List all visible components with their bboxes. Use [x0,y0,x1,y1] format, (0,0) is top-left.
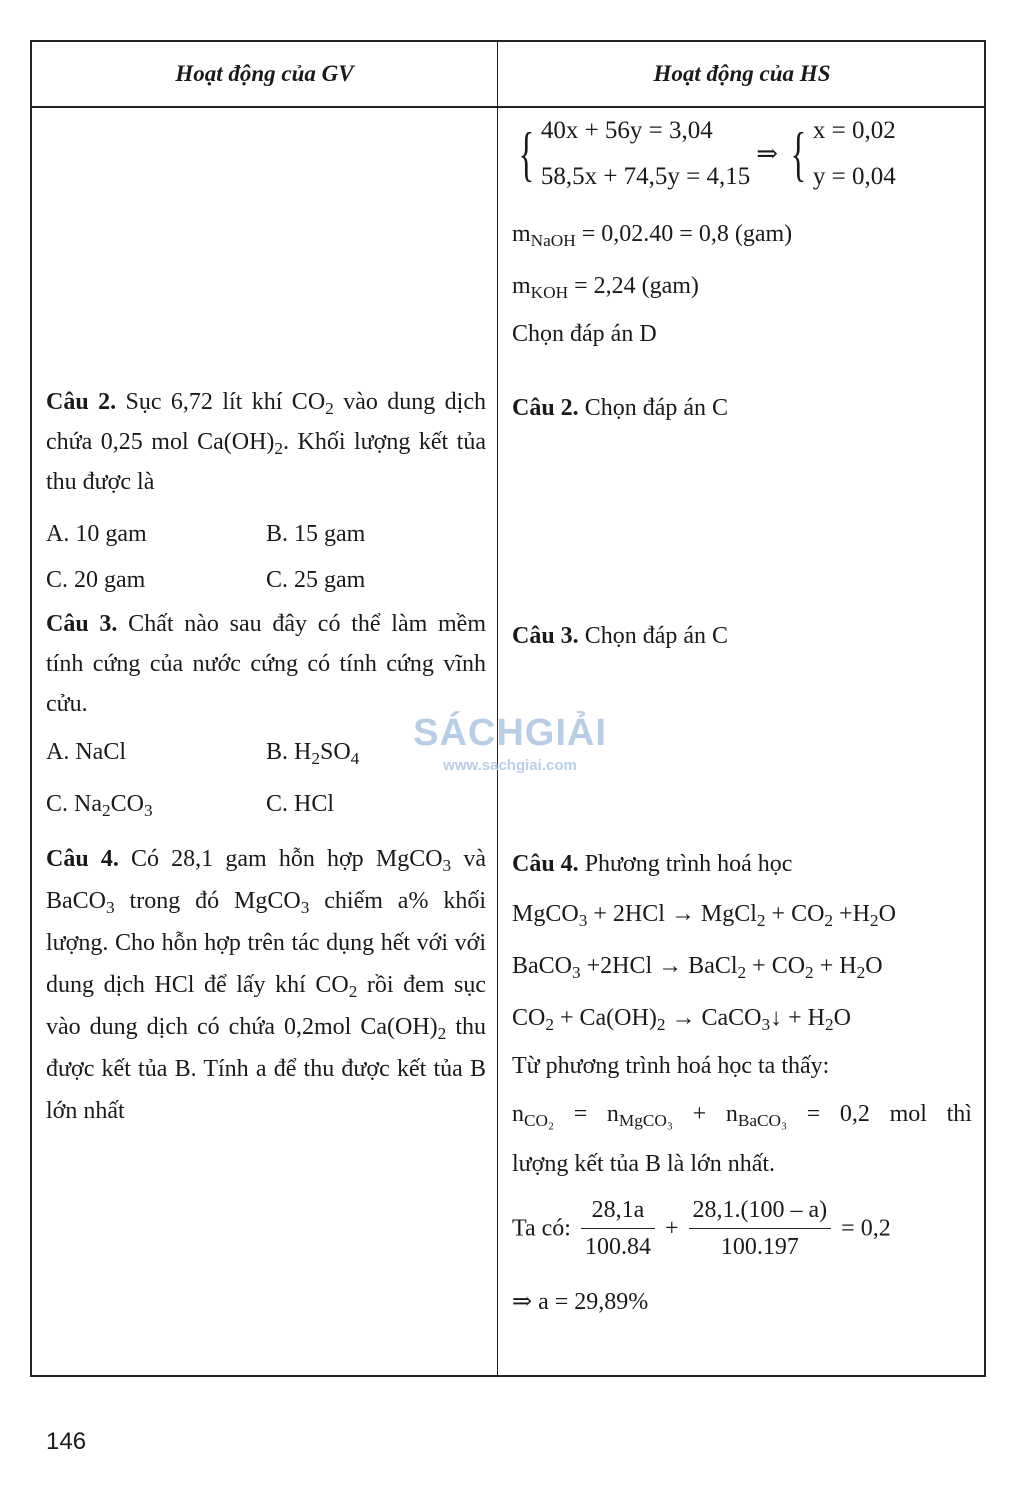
watermark-logo: SÁCHGIẢI www.sachgiai.com [413,712,607,774]
naoh-mass: $m_{NaOH} = 0,02.40 = 0,8$ (gam) [512,221,793,251]
option-d: C. HCl [266,791,335,817]
header-gv: Hoạt động của GV [175,61,354,86]
sol-x: x = 0,02 [812,117,896,144]
equation-system: { 40x + 56y = 3,04 58,5x + 74,5y = 4,15 ⇒ { x = 0,02 y = 0,04 [518,117,896,190]
question-4: Câu 4. Có 28,1 gam hỗn hợp MgCO$_3$ và BaCO$_3$ trong đó MgCO$_3$ chiếm a% khối lượng. Cho hỗn hợp trên tác dụng hết với với dung dịch HCl để lấy khí $CO_2$ rồi đem sục vào dung dịch có chứa 0,2mol $Ca(OH)_2$ thu được kết tủa B. Tính a để thu được kết tủa B lớn nhất [46,846,487,1124]
table-header-row [32,42,984,108]
fraction-2: $\frac{28,1.(100 - a)}{100.197}$ [689,1192,832,1265]
answer-q3: Câu 3. Chọn đáp án C [512,623,729,649]
lesson-table [30,40,986,1377]
implies-arrow: ⇒ [756,139,779,168]
option-c: C. $Na_2CO_3$ [46,791,153,821]
sys-eq-1: 40x + 56y = 3,04 [540,117,713,144]
answer-q4-note: Từ phương trình hoá học ta thấy: [512,1053,830,1079]
answer-q1: Chọn đáp án D [512,321,657,347]
answer-q4-title: Câu 4. Phương trình hoá học [512,851,793,877]
reaction-3: $CO_2 + Ca(OH)_2$ → CaCO$_3$↓ + $H_2O$ [512,1005,851,1035]
question-2-options-row1 [46,514,486,554]
header-hs: Hoạt động của HS [653,61,831,86]
option-d: C. 25 gam [266,567,366,593]
option-b: B. 15 gam [266,521,366,547]
page-number: 146 [46,1428,87,1455]
mole-relation: $n_{CO_2} = n_{MgCO_3} + n_{BaCO_3} = 0,2$ mol thì [512,1101,972,1131]
question-3-options-row2 [46,784,486,824]
question-3-options-row1 [46,732,486,772]
column-divider [497,42,498,1375]
answer-q2: Câu 2. Chọn đáp án C [512,395,729,421]
fraction-1: $\frac{28,1a}{100.84}$ [581,1192,655,1265]
reaction-1: MgCO$_3$ + 2HCl → MgCl$_2$ + $CO_2 +H_2O$ [512,901,896,931]
final-answer: ⇒ a = 29,89% [512,1289,649,1315]
question-2: Câu 2. Sục 6,72 lít khí $CO_2$ vào dung dịch chứa 0,25 mol $Ca(OH)_2$. Khối lượng kết tủa thu được là [46,389,486,495]
option-c: C. 20 gam [46,567,146,593]
sol-y: y = 0,04 [812,163,896,190]
option-a: A. 10 gam [46,521,147,547]
koh-mass: $m_{KOH} = 2,24$ (gam) [512,273,699,303]
sys-eq-2: 58,5x + 74,5y = 4,15 [540,163,751,190]
option-a: A. NaCl [46,739,126,765]
question-2-options-row2 [46,560,486,600]
answer-q4-result: lượng kết tủa B là lớn nhất. [512,1151,776,1177]
fraction-equation: Ta có: $\frac{28,1a}{100.84}$ + $\frac{28,1.(100 - a)}{100.197}$ = 0,2 [512,1192,972,1265]
reaction-2: BaCO$_3$ +2HCl → BaCl$_2$ + $CO_2 + H_2O$ [512,953,883,983]
option-b: B. $H_2SO_4$ [266,739,360,769]
question-3: Câu 3. Chất nào sau đây có thể làm mềm tính cứng của nước cứng có tính cứng vĩnh cửu. [46,611,486,717]
